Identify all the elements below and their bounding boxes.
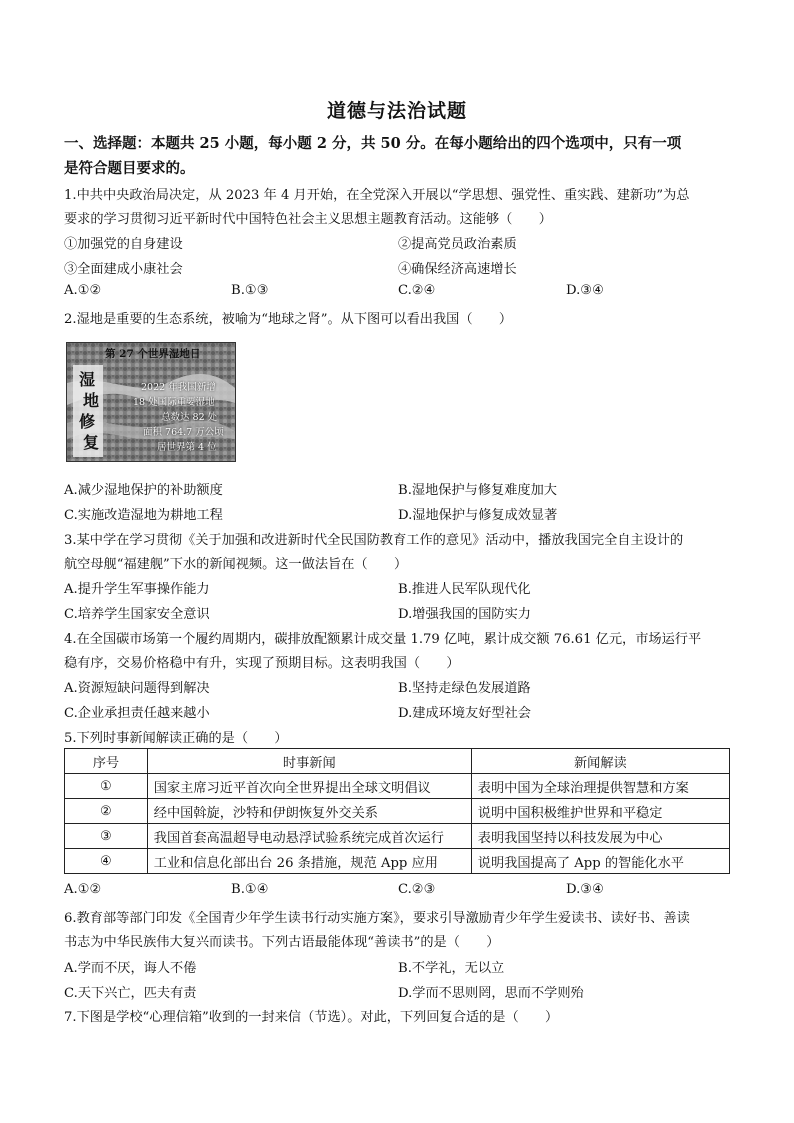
q6-option-c[interactable]: C.天下兴亡，匹夫有责 [64, 986, 197, 1001]
q2-option-c[interactable]: C.实施改造湿地为耕地工程 [64, 508, 223, 523]
row-index: ① [65, 774, 148, 799]
q6-option-a[interactable]: A.学而不厌，诲人不倦 [64, 961, 197, 976]
q4-option-c[interactable]: C.企业承担责任越来越小 [64, 706, 210, 721]
q1-stem-line1: 1.中共中央政治局决定，从 2023 年 4 月开始，在全党深入开展以“学思想、强党性、重实践、建新功”为总 [64, 188, 690, 203]
header-interpretation: 新闻解读 [471, 749, 729, 774]
q4-stem-line2: 稳有序，交易价格稳中有升，实现了预期目标。这表明我国（ ） [64, 656, 460, 671]
q1-option-d[interactable]: D.③④ [566, 283, 604, 298]
q2-option-d[interactable]: D.湿地保护与修复成效显著 [398, 508, 558, 523]
row-interpretation: 说明我国提高了 App 的智能化水平 [471, 849, 729, 874]
poster-vertical-char-2: 地 [83, 391, 100, 410]
q7-stem-line1: 7.下图是学校“心理信箱”收到的一封来信（节选）。对此，下列回复合适的是（ ） [64, 1010, 559, 1025]
q2-option-a[interactable]: A.减少湿地保护的补助额度 [64, 483, 223, 498]
q4-option-a[interactable]: A.资源短缺问题得到解决 [64, 681, 210, 696]
page-title: 道德与法治试题 [326, 100, 467, 122]
q2-option-b[interactable]: B.湿地保护与修复难度加大 [398, 483, 557, 498]
q1-item-4: ④确保经济高速增长 [398, 262, 517, 277]
section-heading-line2: 是符合题目要求的。 [64, 160, 195, 177]
row-news: 我国首套高温超导电动悬浮试验系统完成首次运行 [147, 824, 471, 849]
poster-line-5: 居世界第 4 位 [157, 442, 217, 453]
q5-option-c[interactable]: C.②③ [398, 882, 436, 897]
header-index: 序号 [65, 749, 148, 774]
row-index: ④ [65, 849, 148, 874]
q4-stem-line1: 4.在全国碳市场第一个履约周期内，碳排放配额累计成交量 1.79 亿吨，累计成交额 76.61 亿元，市场运行平 [64, 632, 702, 647]
row-interpretation: 表明我国坚持以科技发展为中心 [471, 824, 729, 849]
poster-vertical-char-3: 修 [79, 412, 96, 431]
q1-option-a[interactable]: A.①② [64, 283, 102, 298]
q4-option-b[interactable]: B.坚持走绿色发展道路 [398, 681, 531, 696]
q3-option-d[interactable]: D.增强我国的国防实力 [398, 607, 531, 622]
poster-vertical-char-1: 湿 [79, 370, 96, 389]
row-news: 国家主席习近平首次向全世界提出全球文明倡议 [147, 774, 471, 799]
table-row [65, 774, 730, 799]
q6-stem-line1: 6.教育部等部门印发《全国青少年学生读书行动实施方案》，要求引导激励青少年学生爱读书、读好书、善读 [64, 911, 690, 926]
q3-stem-line1: 3.某中学在学习贯彻《关于加强和改进新时代全民国防教育工作的意见》活动中，播放我国完全自主设计的 [64, 533, 684, 548]
q1-item-3: ③全面建成小康社会 [64, 262, 183, 277]
q1-item-1: ①加强党的自身建设 [64, 237, 183, 252]
q6-stem-line2: 书志为中华民族伟大复兴而读书。下列古语最能体现“善读书”的是（ ） [64, 935, 500, 950]
row-news: 工业和信息化部出台 26 条措施，规范 App 应用 [147, 849, 471, 874]
poster-heading: 第 27 个世界湿地日 [105, 348, 201, 360]
q6-option-b[interactable]: B.不学礼，无以立 [398, 961, 505, 976]
table-header-row [65, 749, 730, 774]
q3-option-b[interactable]: B.推进人民军队现代化 [398, 582, 531, 597]
row-index: ③ [65, 824, 148, 849]
q5-option-a[interactable]: A.①② [64, 882, 102, 897]
poster-vertical-char-4: 复 [83, 433, 100, 452]
q5-option-d[interactable]: D.③④ [566, 882, 604, 897]
q3-stem-line2: 航空母舰“福建舰”下水的新闻视频。这一做法旨在（ ） [64, 557, 408, 572]
poster-line-2: 18 处国际重要湿地 [133, 397, 215, 408]
q1-stem-line2: 要求的学习贯彻习近平新时代中国特色社会主义思想主题教育活动。这能够（ ） [64, 212, 552, 227]
table-row [65, 824, 730, 849]
poster-line-4: 面积 764.7 万公顷 [143, 427, 224, 438]
q1-option-c[interactable]: C.②④ [398, 283, 436, 298]
wetland-poster-image [66, 342, 236, 462]
poster-line-1: 2022 年我国新增 [141, 382, 216, 393]
table-row [65, 849, 730, 874]
q3-option-a[interactable]: A.提升学生军事操作能力 [64, 582, 210, 597]
row-index: ② [65, 799, 148, 824]
section-heading-line1: 一、选择题：本题共 25 小题，每小题 2 分，共 50 分。在每小题给出的四个选项中，只有一项 [64, 135, 682, 152]
table-row [65, 799, 730, 824]
q5-option-b[interactable]: B.①④ [231, 882, 269, 897]
q5-stem-line1: 5.下列时事新闻解读正确的是（ ） [64, 731, 288, 746]
q1-item-2: ②提高党员政治素质 [398, 237, 517, 252]
row-interpretation: 说明中国积极维护世界和平稳定 [471, 799, 729, 824]
q1-option-b[interactable]: B.①③ [231, 283, 269, 298]
header-news: 时事新闻 [147, 749, 471, 774]
row-news: 经中国斡旋，沙特和伊朗恢复外交关系 [147, 799, 471, 824]
q3-option-c[interactable]: C.培养学生国家安全意识 [64, 607, 210, 622]
q6-option-d[interactable]: D.学而不思则罔，思而不学则殆 [398, 986, 584, 1001]
poster-line-3: 总数达 82 处 [161, 412, 218, 423]
q4-option-d[interactable]: D.建成环境友好型社会 [398, 706, 531, 721]
row-interpretation: 表明中国为全球治理提供智慧和方案 [471, 774, 729, 799]
q2-stem-line1: 2.湿地是重要的生态系统，被喻为“地球之肾”。从下图可以看出我国（ ） [64, 312, 513, 327]
news-table [64, 748, 730, 874]
